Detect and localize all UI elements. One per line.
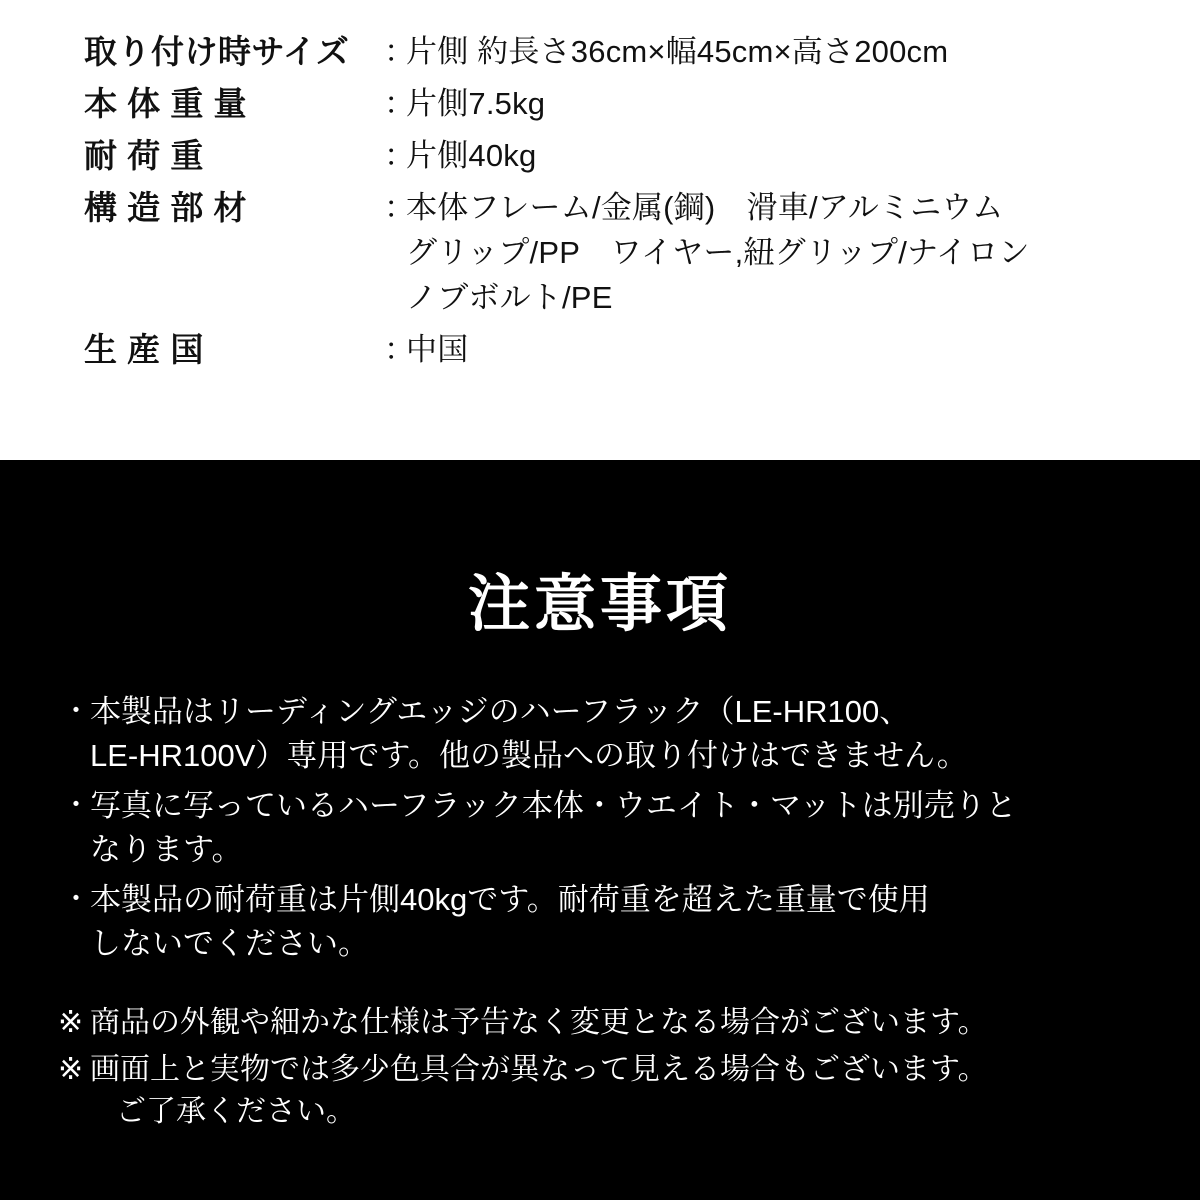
notice-list [62,690,1148,966]
spec-value-line-1: 本体フレーム/金属(鋼) 滑車/アルミニウム [406,189,1004,225]
spec-colon: ： [384,85,415,121]
footnote-line-1: 画面上と実物では多少色具合が異なって見える場合もございます。 [90,1052,988,1086]
bullet-icon: ・ [62,883,91,915]
footnote-text [90,1049,1170,1134]
notice-item-line-2: しないでください。 [90,926,370,962]
footnote-list [58,1002,1170,1134]
spec-label: 本 体 重 量 [84,84,248,122]
notice-title: 注意事項 [467,569,732,639]
spec-row [84,82,1160,127]
spec-row [84,186,1160,321]
notice-section [0,460,1200,1200]
list-item [62,690,1148,778]
spec-row [84,134,1160,179]
spec-value-line-2: グリップ/PP ワイヤー,紐グリップ/ナイロン [406,234,1030,270]
spec-colon: ： [384,189,415,225]
spec-label: 取り付け時サイズ [84,33,350,70]
list-item [62,784,1148,872]
spec-value: 片側 約長さ36cm×幅45cm×高さ200cm [406,34,949,69]
asterisk-icon: ※ [58,1006,84,1040]
spec-value: 中国 [406,331,469,367]
specification-section [0,0,1200,460]
spec-label: 生 産 国 [84,330,204,368]
notice-item-line-1: 写真に写っているハーフラック本体・ウエイト・マットは別売りと [90,788,1017,824]
notice-item-text [90,690,1148,778]
notice-item-text [90,878,1148,966]
asterisk-icon: ※ [58,1052,84,1086]
spec-colon: ： [384,34,415,69]
spec-row [84,328,1160,373]
footnote-text: 商品の外観や細かな仕様は予告なく変更となる場合がございます。 [90,1006,988,1040]
spec-label: 構 造 部 材 [84,188,248,226]
spec-colon: ： [384,331,415,367]
notice-item-line-1: 本製品の耐荷重は片側40kgです。耐荷重を超えた重量で使用 [90,882,930,918]
notice-item-line-2: LE-HR100V）専用です。他の製品への取り付けはできません。 [90,738,968,774]
spec-value-line-3: ノブボルト/PE [406,279,613,315]
spec-value: 片側7.5kg [406,85,546,121]
spec-value: 片側40kg [406,137,537,173]
footnote-item [58,1002,1170,1045]
specification-table [84,30,1160,373]
spec-row [84,30,1160,75]
footnote-item [58,1049,1170,1134]
spec-label: 耐 荷 重 [84,136,204,174]
bullet-icon: ・ [62,695,91,727]
spec-colon: ： [384,137,415,173]
bullet-icon: ・ [62,789,91,821]
spec-value-multiline [406,186,1030,321]
notice-item-line-1: 本製品はリーディングエッジのハーフラック（LE-HR100、 [90,694,911,730]
notice-item-text [90,784,1148,872]
notice-item-line-2: なります。 [90,832,243,868]
list-item [62,878,1148,966]
footnote-line-2: ご了承ください。 [116,1095,356,1129]
